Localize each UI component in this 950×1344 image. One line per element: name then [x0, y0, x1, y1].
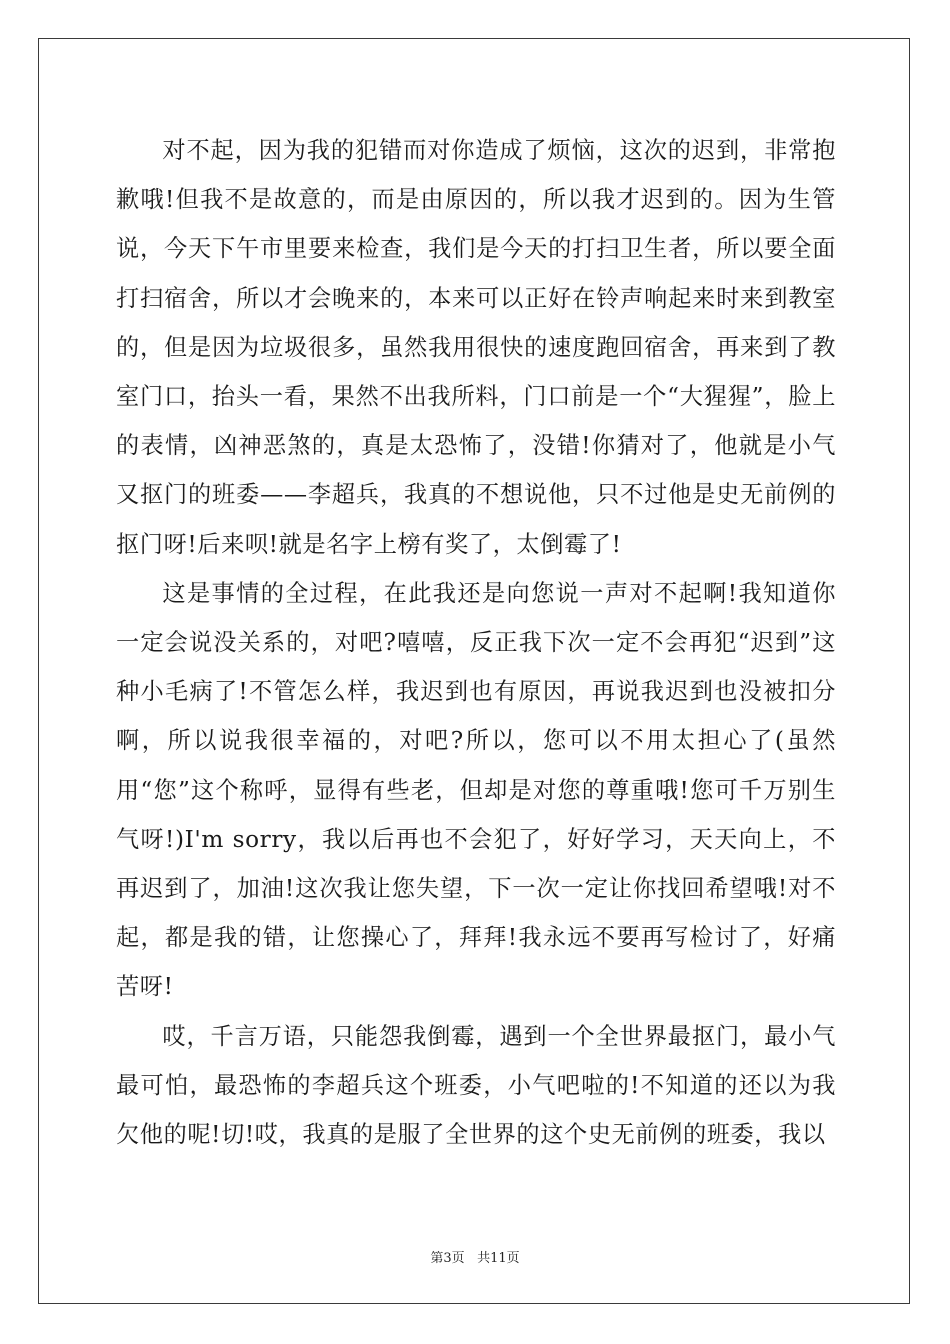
- paragraph-1: 对不起，因为我的犯错而对你造成了烦恼，这次的迟到，非常抱歉哦!但我不是故意的，而是由原因的，所以我才迟到的。因为生管说，今天下午市里要来检查，我们是今天的打扫卫生者，所以要全面打扫宿舍，所以才会晚来的，本来可以正好在铃声响起来时来到教室的，但是因为垃圾很多，虽然我用很快的速度跑回宿舍，再来到了教室门口，抬头一看，果然不出我所料，门口前是一个“大猩猩”，脸上的表情，凶神恶煞的，真是太恐怖了，没错!你猜对了，他就是小气又抠门的班委——李超兵，我真的不想说他，只不过他是史无前例的抠门呀!后来呗!就是名字上榜有奖了，太倒霉了!: [116, 137, 836, 558]
- total-pages: 共11页: [477, 1251, 520, 1266]
- document-body: [116, 126, 836, 1159]
- paragraph-3: 哎，千言万语，只能怨我倒霉，遇到一个全世界最抠门，最小气最可怕，最恐怖的李超兵这个班委，小气吧啦的!不知道的还以为我欠他的呢!切!哎，我真的是服了全世界的这个史无前例的班委，我以: [116, 1022, 836, 1149]
- paragraph-2: 这是事情的全过程，在此我还是向您说一声对不起啊!我知道你一定会说没关系的，对吧?嘻嘻，反正我下次一定不会再犯“迟到”这种小毛病了!不管怎么样，我迟到也有原因，再说我迟到也没被扣分啊，所以说我很幸福的，对吧?所以，您可以不用太担心了(虽然用“您”这个称呼，显得有些老，但却是对您的尊重哦!您可千万别生气呀!)I'm sorry，我以后再也不会犯了，好好学习，天天向上，不再迟到了，加油!这次我让您失望，下一次一定让你找回希望哦!对不起，都是我的错，让您操心了，拜拜!我永远不要再写检讨了，好痛苦呀!: [116, 579, 836, 1001]
- page-number: 第3页: [430, 1251, 465, 1266]
- page-footer: [0, 1247, 950, 1266]
